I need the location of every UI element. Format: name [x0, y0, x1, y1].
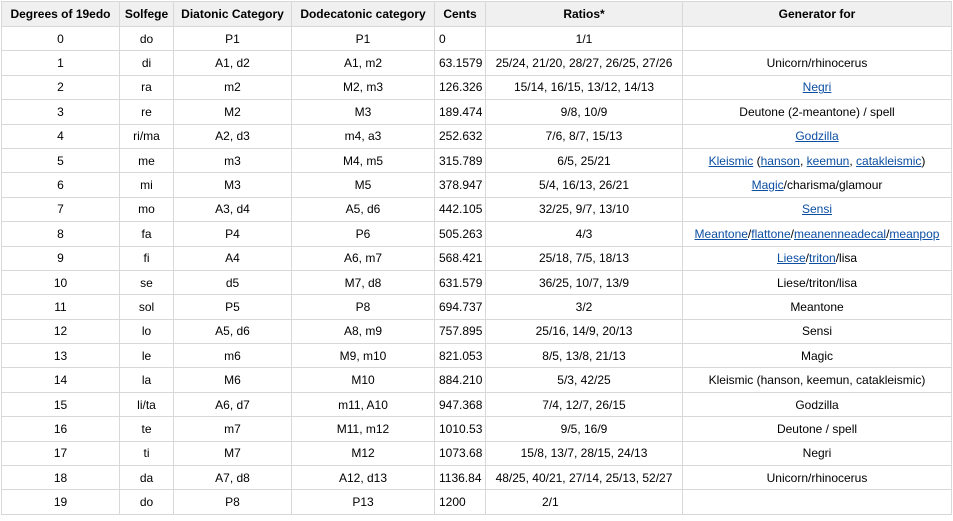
cell-solfege: me	[120, 148, 174, 172]
cell-degree: 13	[2, 344, 120, 368]
cell-diatonic: A6, d7	[174, 392, 292, 416]
cell-dodecatonic: P13	[292, 490, 435, 514]
cell-cents: 1010.53	[435, 417, 486, 441]
cell-ratios: 7/6, 8/7, 15/13	[486, 124, 683, 148]
table-row	[2, 466, 952, 490]
cell-generator	[683, 392, 952, 416]
cell-cents: 631.579	[435, 270, 486, 294]
cell-diatonic: A3, d4	[174, 197, 292, 221]
generator-text: /	[886, 226, 890, 241]
generator-text: ,	[799, 153, 807, 168]
cell-dodecatonic: P8	[292, 295, 435, 319]
table-row	[2, 173, 952, 197]
cell-diatonic: m3	[174, 148, 292, 172]
generator-link[interactable]: Meantone	[694, 226, 748, 241]
cell-diatonic: M3	[174, 173, 292, 197]
cell-cents: 694.737	[435, 295, 486, 319]
cell-degree: 19	[2, 490, 120, 514]
cell-solfege: mi	[120, 173, 174, 197]
cell-generator	[683, 344, 952, 368]
generator-text: /	[790, 226, 794, 241]
generator-text: )	[921, 153, 926, 168]
table-row	[2, 490, 952, 514]
table-row	[2, 441, 952, 465]
table-row	[2, 75, 952, 99]
column-header-dodecatonic: Dodecatonic category	[292, 2, 435, 27]
cell-ratios: 32/25, 9/7, 13/10	[486, 197, 683, 221]
cell-ratios: 9/5, 16/9	[486, 417, 683, 441]
generator-link[interactable]: Magic	[751, 178, 784, 193]
cell-ratios: 6/5, 25/21	[486, 148, 683, 172]
cell-ratios: 7/4, 12/7, 26/15	[486, 392, 683, 416]
table-row	[2, 222, 952, 246]
generator-link[interactable]: triton	[809, 251, 836, 266]
column-header-solfege: Solfege	[120, 2, 174, 27]
cell-solfege: do	[120, 490, 174, 514]
generator-text: ,	[849, 153, 857, 168]
generator-link[interactable]: Liese	[776, 251, 806, 266]
generator-link[interactable]: flattone	[751, 226, 791, 241]
cell-cents: 63.1579	[435, 51, 486, 75]
generator-text: Sensi	[801, 324, 833, 339]
generator-link[interactable]: meanpop	[889, 226, 940, 241]
cell-diatonic: M7	[174, 441, 292, 465]
cell-generator	[683, 51, 952, 75]
cell-diatonic: m6	[174, 344, 292, 368]
generator-text: Unicorn/rhinocerus	[766, 56, 868, 71]
cell-diatonic: m2	[174, 75, 292, 99]
cell-cents: 189.474	[435, 100, 486, 124]
cell-cents: 505.263	[435, 222, 486, 246]
edo-interval-table	[1, 1, 952, 515]
cell-ratios: 25/16, 14/9, 20/13	[486, 319, 683, 343]
cell-solfege: ti	[120, 441, 174, 465]
cell-cents: 252.632	[435, 124, 486, 148]
generator-text: /charisma/glamour	[783, 178, 883, 193]
cell-dodecatonic: m4, a3	[292, 124, 435, 148]
cell-ratios: 3/2	[486, 295, 683, 319]
cell-degree: 7	[2, 197, 120, 221]
cell-cents: 315.789	[435, 148, 486, 172]
cell-cents: 821.053	[435, 344, 486, 368]
generator-text: Deutone (2-meantone) / spell	[739, 104, 895, 119]
cell-diatonic: A1, d2	[174, 51, 292, 75]
cell-solfege: fa	[120, 222, 174, 246]
table-row	[2, 417, 952, 441]
generator-link[interactable]: Sensi	[801, 202, 833, 217]
cell-ratios: 25/18, 7/5, 18/13	[486, 246, 683, 270]
cell-dodecatonic: A5, d6	[292, 197, 435, 221]
cell-ratios: 36/25, 10/7, 13/9	[486, 270, 683, 294]
cell-ratios: 1/1	[486, 27, 683, 51]
cell-degree: 9	[2, 246, 120, 270]
cell-dodecatonic: M2, m3	[292, 75, 435, 99]
cell-dodecatonic: P6	[292, 222, 435, 246]
cell-ratios: 48/25, 40/21, 27/14, 25/13, 52/27	[486, 466, 683, 490]
cell-dodecatonic: A8, m9	[292, 319, 435, 343]
column-header-diatonic: Diatonic Category	[174, 2, 292, 27]
table-row	[2, 295, 952, 319]
generator-link[interactable]: Godzilla	[795, 129, 839, 144]
table-row	[2, 246, 952, 270]
cell-degree: 4	[2, 124, 120, 148]
cell-generator	[683, 270, 952, 294]
generator-text: (	[753, 153, 761, 168]
cell-degree: 11	[2, 295, 120, 319]
cell-dodecatonic: m11, A10	[292, 392, 435, 416]
cell-diatonic: M2	[174, 100, 292, 124]
table-row	[2, 100, 952, 124]
generator-text: /	[805, 251, 809, 266]
cell-degree: 6	[2, 173, 120, 197]
cell-ratios: 15/14, 16/15, 13/12, 14/13	[486, 75, 683, 99]
cell-cents: 568.421	[435, 246, 486, 270]
generator-text: /lisa	[835, 251, 858, 266]
cell-diatonic: A2, d3	[174, 124, 292, 148]
cell-degree: 16	[2, 417, 120, 441]
cell-solfege: ri/ma	[120, 124, 174, 148]
table-row	[2, 197, 952, 221]
generator-text: Deutone / spell	[776, 421, 858, 436]
cell-solfege: di	[120, 51, 174, 75]
generator-text: Unicorn/rhinocerus	[766, 470, 868, 485]
cell-cents: 442.105	[435, 197, 486, 221]
cell-solfege: fi	[120, 246, 174, 270]
cell-cents: 1200	[435, 490, 486, 514]
cell-diatonic: d5	[174, 270, 292, 294]
cell-diatonic: A7, d8	[174, 466, 292, 490]
generator-text: Godzilla	[795, 397, 839, 412]
table-row	[2, 392, 952, 416]
generator-link[interactable]: meanenneadecal	[793, 226, 887, 241]
cell-cents: 757.895	[435, 319, 486, 343]
table-row	[2, 124, 952, 148]
cell-solfege: se	[120, 270, 174, 294]
cell-generator	[683, 222, 952, 246]
generator-text: /	[747, 226, 752, 241]
cell-solfege: sol	[120, 295, 174, 319]
cell-cents: 0	[435, 27, 486, 51]
cell-dodecatonic: M3	[292, 100, 435, 124]
cell-dodecatonic: M4, m5	[292, 148, 435, 172]
table-row	[2, 51, 952, 75]
cell-ratios: 15/8, 13/7, 28/15, 24/13	[486, 441, 683, 465]
cell-solfege: te	[120, 417, 174, 441]
cell-dodecatonic: A6, m7	[292, 246, 435, 270]
column-header-degrees: Degrees of 19edo	[2, 2, 120, 27]
cell-degree: 3	[2, 100, 120, 124]
generator-text: Meantone	[790, 299, 844, 314]
cell-degree: 15	[2, 392, 120, 416]
cell-ratios: 25/24, 21/20, 28/27, 26/25, 27/26	[486, 51, 683, 75]
table-body	[2, 27, 952, 515]
cell-generator	[683, 197, 952, 221]
cell-degree: 0	[2, 27, 120, 51]
cell-solfege: ra	[120, 75, 174, 99]
cell-diatonic: M6	[174, 368, 292, 392]
generator-link[interactable]: Negri	[802, 80, 832, 95]
cell-generator	[683, 246, 952, 270]
header-row	[2, 2, 952, 27]
column-header-cents: Cents	[435, 2, 486, 27]
cell-degree: 14	[2, 368, 120, 392]
cell-diatonic: m7	[174, 417, 292, 441]
generator-text: Liese/triton/lisa	[776, 275, 858, 290]
cell-diatonic: P1	[174, 27, 292, 51]
cell-degree: 12	[2, 319, 120, 343]
cell-dodecatonic: M9, m10	[292, 344, 435, 368]
cell-dodecatonic: P1	[292, 27, 435, 51]
cell-generator	[683, 75, 952, 99]
cell-diatonic: A4	[174, 246, 292, 270]
cell-generator	[683, 490, 952, 514]
cell-generator	[683, 466, 952, 490]
cell-solfege: le	[120, 344, 174, 368]
cell-diatonic: P4	[174, 222, 292, 246]
generator-link[interactable]: catakleismic	[856, 153, 922, 168]
cell-degree: 10	[2, 270, 120, 294]
cell-generator	[683, 124, 952, 148]
cell-diatonic: P5	[174, 295, 292, 319]
cell-cents: 1073.68	[435, 441, 486, 465]
cell-degree: 5	[2, 148, 120, 172]
generator-link[interactable]: Kleismic	[708, 153, 754, 168]
cell-solfege: do	[120, 27, 174, 51]
cell-degree: 1	[2, 51, 120, 75]
generator-link[interactable]: hanson	[760, 153, 800, 168]
generator-text: Negri	[802, 446, 832, 461]
generator-link[interactable]: keemun	[806, 153, 850, 168]
cell-degree: 8	[2, 222, 120, 246]
cell-solfege: la	[120, 368, 174, 392]
cell-cents: 947.368	[435, 392, 486, 416]
cell-generator	[683, 441, 952, 465]
cell-ratios: 8/5, 13/8, 21/13	[486, 344, 683, 368]
cell-solfege: re	[120, 100, 174, 124]
cell-cents: 378.947	[435, 173, 486, 197]
cell-solfege: li/ta	[120, 392, 174, 416]
table-row	[2, 368, 952, 392]
cell-degree: 17	[2, 441, 120, 465]
cell-degree: 18	[2, 466, 120, 490]
cell-cents: 1136.84	[435, 466, 486, 490]
cell-ratios: 2/1	[486, 490, 683, 514]
table-row	[2, 270, 952, 294]
cell-generator	[683, 27, 952, 51]
cell-diatonic: P8	[174, 490, 292, 514]
cell-dodecatonic: M12	[292, 441, 435, 465]
cell-generator	[683, 368, 952, 392]
cell-degree: 2	[2, 75, 120, 99]
table-row	[2, 319, 952, 343]
cell-dodecatonic: M7, d8	[292, 270, 435, 294]
cell-diatonic: A5, d6	[174, 319, 292, 343]
cell-generator	[683, 100, 952, 124]
cell-cents: 126.326	[435, 75, 486, 99]
table-row	[2, 148, 952, 172]
cell-cents: 884.210	[435, 368, 486, 392]
cell-solfege: mo	[120, 197, 174, 221]
cell-solfege: lo	[120, 319, 174, 343]
generator-text: Magic	[800, 348, 833, 363]
cell-dodecatonic: M10	[292, 368, 435, 392]
cell-generator	[683, 295, 952, 319]
cell-ratios: 9/8, 10/9	[486, 100, 683, 124]
cell-ratios: 5/4, 16/13, 26/21	[486, 173, 683, 197]
cell-solfege: da	[120, 466, 174, 490]
column-header-ratios: Ratios*	[486, 2, 683, 27]
cell-generator	[683, 319, 952, 343]
cell-ratios: 5/3, 42/25	[486, 368, 683, 392]
column-header-generator: Generator for	[683, 2, 952, 27]
cell-dodecatonic: A12, d13	[292, 466, 435, 490]
generator-text: Kleismic (hanson, keemun, catakleismic)	[708, 373, 926, 388]
cell-ratios: 4/3	[486, 222, 683, 246]
cell-generator	[683, 417, 952, 441]
table-row	[2, 27, 952, 51]
cell-dodecatonic: A1, m2	[292, 51, 435, 75]
cell-dodecatonic: M5	[292, 173, 435, 197]
cell-dodecatonic: M11, m12	[292, 417, 435, 441]
table-row	[2, 344, 952, 368]
cell-generator	[683, 173, 952, 197]
cell-generator	[683, 148, 952, 172]
